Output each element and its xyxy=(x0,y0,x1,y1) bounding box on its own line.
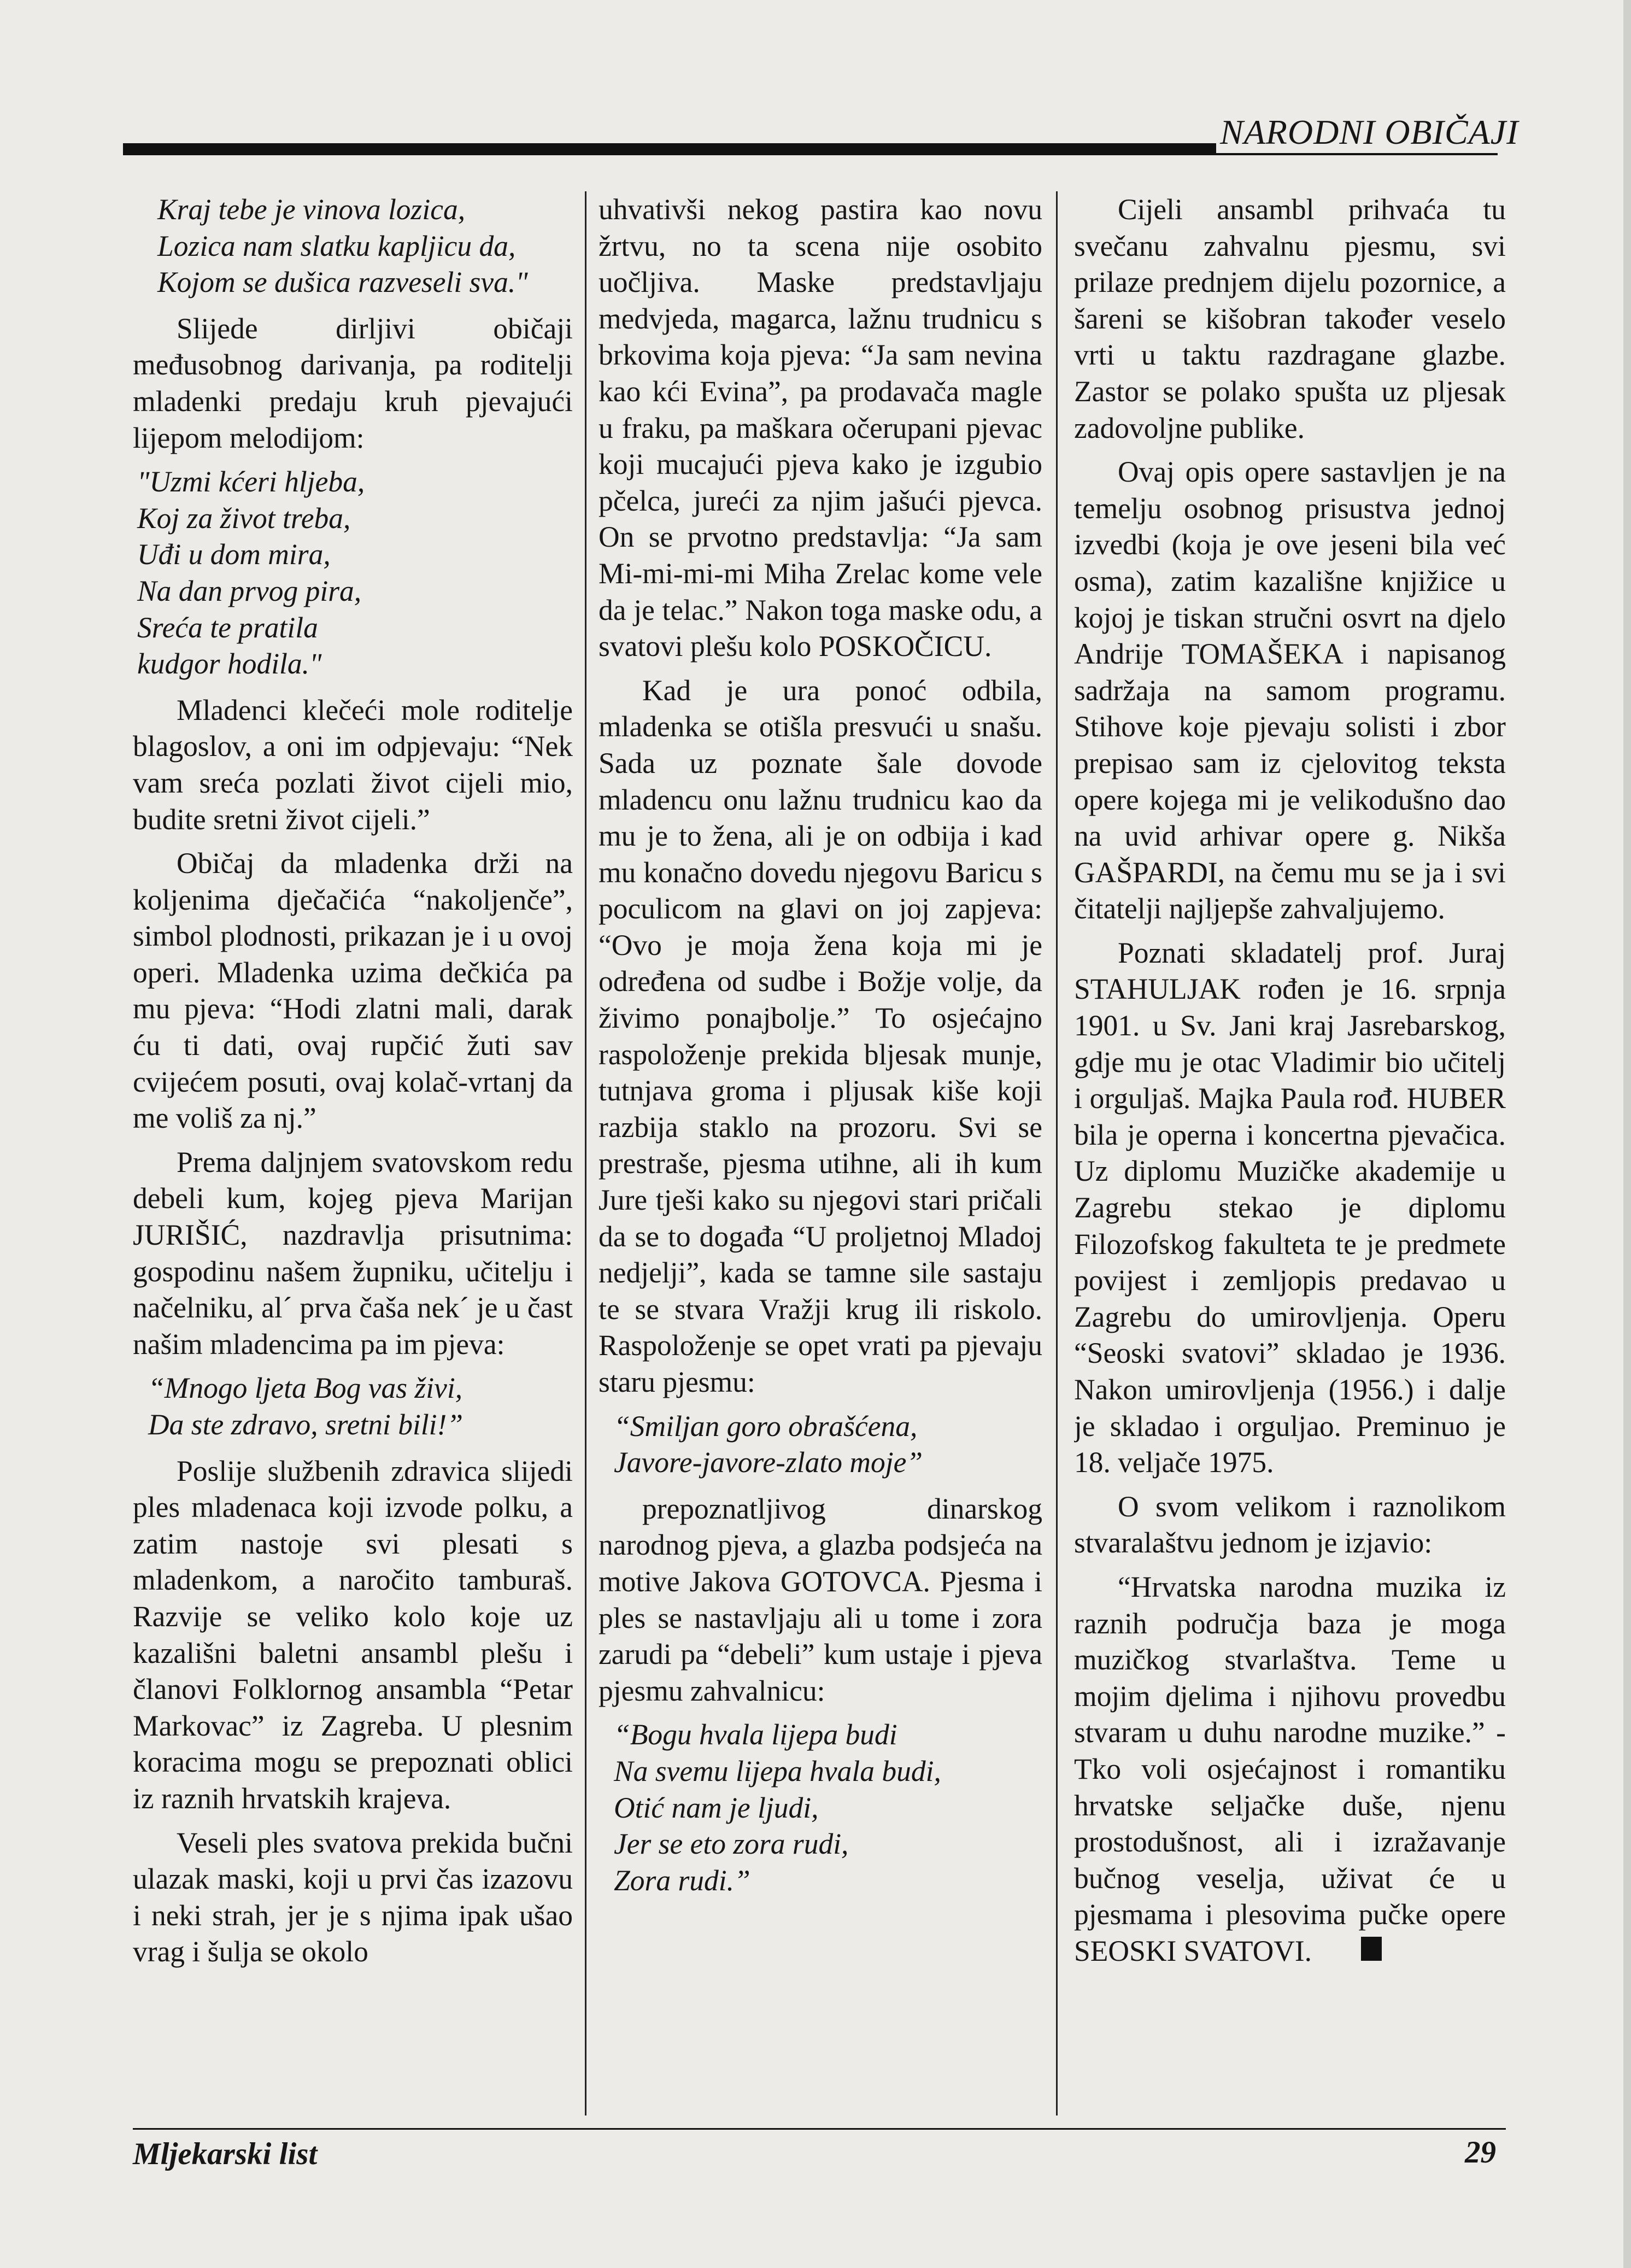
verse-line: Sreća te pratila xyxy=(137,611,318,644)
verse-line: Kraj tebe je vinova lozica, xyxy=(157,193,466,226)
header-rule xyxy=(123,143,1216,155)
verse-line: “Bogu hvala lijepa budi xyxy=(614,1718,897,1751)
verse-line: Uđi u dom mira, xyxy=(137,538,331,571)
column-2 xyxy=(599,191,1042,2187)
verse-line: Da ste zdravo, sretni bili!” xyxy=(148,1408,464,1441)
footer-rule xyxy=(133,2128,1506,2130)
closing-paragraph xyxy=(1074,1569,1506,1970)
column-divider xyxy=(1056,191,1058,2115)
paragraph: prepoznatljivog dinarskog narodnog pjeva, a glazba podsjeća na motive Jakova GOTOVCA. Pjesma i ples se nastavljaju ali u tome i zora zarudi pa “debeli” kum ustaje i pjeva pjesmu zahvalnicu: xyxy=(599,1492,1042,1707)
verse-line: Zora rudi.” xyxy=(614,1863,750,1897)
paragraph: Cijeli ansambl prihvaća tu svečanu zahvalnu pjesmu, svi prilaze prednjem dijelu pozornice, a šareni se kišobran također veselo vrti u taktu razdragane glazbe. Zastor se polako spušta uz pljesak zadovoljne publike. xyxy=(1074,193,1506,444)
verse-line: Jer se eto zora rudi, xyxy=(614,1827,849,1861)
verse-bogu-hvala xyxy=(599,1716,1042,1898)
page-edge xyxy=(1623,0,1631,2268)
column-divider xyxy=(585,191,586,2115)
paragraph: Prema daljnjem svatovskom redu debeli kum, kojeg pjeva Marijan JURIŠIĆ, nazdravlja prisutnima: gospodinu našem župniku, učitelju i načelniku, al´ prva čaša nek´ je u čast našim mladencima pa im pjeva: xyxy=(133,1145,573,1361)
verse-line: "Uzmi kćeri hljeba, xyxy=(137,465,365,499)
column-3 xyxy=(1074,191,1506,2187)
section-title: NARODNI OBIČAJI xyxy=(1220,113,1519,151)
column-1 xyxy=(133,191,573,2187)
verse-uzmi-kceri xyxy=(133,464,573,682)
verse-kraj-tebe xyxy=(133,191,573,301)
paragraph: Slijede dirljivi običaji međusobnog darivanja, pa roditelji mladenki predaju kruh pjevajući lijepom melodijom: xyxy=(133,312,573,454)
verse-line: Kojom se dušica razveseli sva." xyxy=(157,266,528,299)
paragraph: Poznati skladatelj prof. Juraj STAHULJAK rođen je 16. srpnja 1901. u Sv. Jani kraj Jasrebarskog, gdje mu je otac Vladimir bio učitelj i orguljaš. Majka Paula rođ. HUBER bila je operna i koncertna pjevačica. Uz diplomu Muzičke akademije u Zagrebu stekao je diplomu Filozofskog fakulteta te je predmete povijest i zemljopis predavao u Zagrebu do umirovljenja. Operu “Seoski svatovi” skladao je 1936. Nakon umirovljenja (1956.) i dalje je skladao i orguljao. Preminuo je 18. veljače 1975. xyxy=(1074,936,1506,1479)
verse-line: “Mnogo ljeta Bog vas živi, xyxy=(148,1372,463,1405)
verse-smiljan-goro xyxy=(599,1408,1042,1481)
header-rule-thin xyxy=(1216,153,1498,155)
verse-line: Na svemu lijepa hvala budi, xyxy=(614,1754,941,1788)
verse-line: Lozica nam slatku kapljicu da, xyxy=(157,229,516,262)
paragraph: Kad je ura ponoć odbila, mladenka se otišla presvući u snašu. Sada uz poznate šale dovode mladencu onu lažnu trudnicu kao da mu je to žena, ali je on odbija i kad mu konačno dovedu njegovu Baricu s poculicom na glavi on joj zapjeva: “Ovo je moja žena koja mi je određena od sudbe i Božje volje, da živimo ponajbolje.” To osjećajno raspoloženje prekida bljesak munje, tutnjava groma i pljusak kiše koji razbija staklo na prozoru. Svi se prestraše, pjesma utihne, ali ih kum Jure tješi kako su njegovi stari pričali da se to događa “U proljetnoj Mladoj nedjelji”, kada se tamne sile sastaju te se stvara Vražji krug ili riskolo. Raspoloženje se opet vrati pa pjevaju staru pjesmu: xyxy=(599,673,1042,1398)
paragraph: Mladenci klečeći mole roditelje blagoslov, a oni im odpjevaju: “Nek vam sreća pozlati život cijeli mio, budite sretni život cijeli.” xyxy=(133,693,573,836)
verse-line: kudgor hodila." xyxy=(137,647,322,681)
paragraph: O svom velikom i raznolikom stvaralaštvu jednom je izjavio: xyxy=(1074,1490,1506,1560)
paragraph: uhvativši nekog pastira kao novu žrtvu, no ta scena nije osobito uočljiva. Maske predstavljaju medvjeda, magarca, lažnu trudnicu s brkovima koja pjeva: “Ja sam nevina kao kći Evina”, pa prodavača magle u fraku, pa maškara očerupani pjevac koji mucajući pjeva kako je izgubio pčelca, jureći za njim jašući pjevca. On se prvotno predstavlja: “Ja sam Mi-mi-mi-mi Miha Zrelac kome vele da je telac.” Nakon toga maske odu, a svatovi plešu kolo POSKOČICU. xyxy=(599,193,1042,663)
verse-line: Na dan prvog pira, xyxy=(137,574,362,607)
paragraph: Poslije službenih zdravica slijedi ples mladenaca koji izvode polku, a zatim nastoje svi plesati s mladenkom, a naročito tamburaš. Razvije se veliko kolo koje uz kazališni baletni ansambl plešu i članovi Folklornog ansambla “Petar Markovac” iz Zagreba. U plesnim koracima mogu se prepoznati oblici iz raznih hrvatskih krajeva. xyxy=(133,1454,573,1815)
end-of-article-icon xyxy=(1361,1937,1382,1961)
verse-line: Koj za život treba, xyxy=(137,501,351,535)
journal-name: Mljekarski list xyxy=(133,2137,318,2171)
verse-mnogo-ljeta xyxy=(133,1370,573,1443)
verse-line: Javore-javore-zlato moje” xyxy=(614,1446,923,1479)
paragraph: Veseli ples svatova prekida bučni ulazak maski, koji u prvi čas izazovu i neki strah, jer je s njima ipak ušao vrag i šulja se okolo xyxy=(133,1826,573,1968)
paragraph: Običaj da mladenka drži na koljenima dječačića “nakoljenče”, simbol plodnosti, prikazan je i u ovoj operi. Mladenka uzima dečkića pa mu pjeva: “Hodi zlatni mali, darak ću ti dati, ovaj rupčić žuti sav cvijećem posuti, ovaj kolač-vrtanj da me voliš za nj.” xyxy=(133,847,573,1135)
page-number: 29 xyxy=(1465,2135,1496,2170)
verse-line: “Smiljan goro obrašćena, xyxy=(614,1409,918,1443)
paragraph-text: “Hrvatska narodna muzika iz raznih područja baza je moga muzičkog stvarlaštva. Teme u mojim djelima i njihovu provedbu stvaram u duhu narodne muzike.” - Tko voli osjećajnost i romantiku hrvatske seljačke duše, njenu prostodušnost, ali i izražavanje bučnog veselja, uživat će u pjesmama i plesovima pučke opere SEOSKI SVATOVI. xyxy=(1074,1570,1506,1967)
verse-line: Otić nam je ljudi, xyxy=(614,1791,819,1824)
paragraph: Ovaj opis opere sastavljen je na temelju osobnog prisustva jednoj izvedbi (koja je ove jeseni bila već osma), zatim kazališne knjižice u kojoj je tiskan stručni osvrt na djelo Andrije TOMAŠEKA i napisanog sadržaja na samom programu. Stihove koje pjevaju solisti i zbor prepisao sam iz cjelovitog teksta opere kojega mi je velikodušno dao na uvid arhivar opere g. Nikša GAŠPARDI, na čemu mu se ja i svi čitatelji najljepše zahvaljujemo. xyxy=(1074,455,1506,925)
